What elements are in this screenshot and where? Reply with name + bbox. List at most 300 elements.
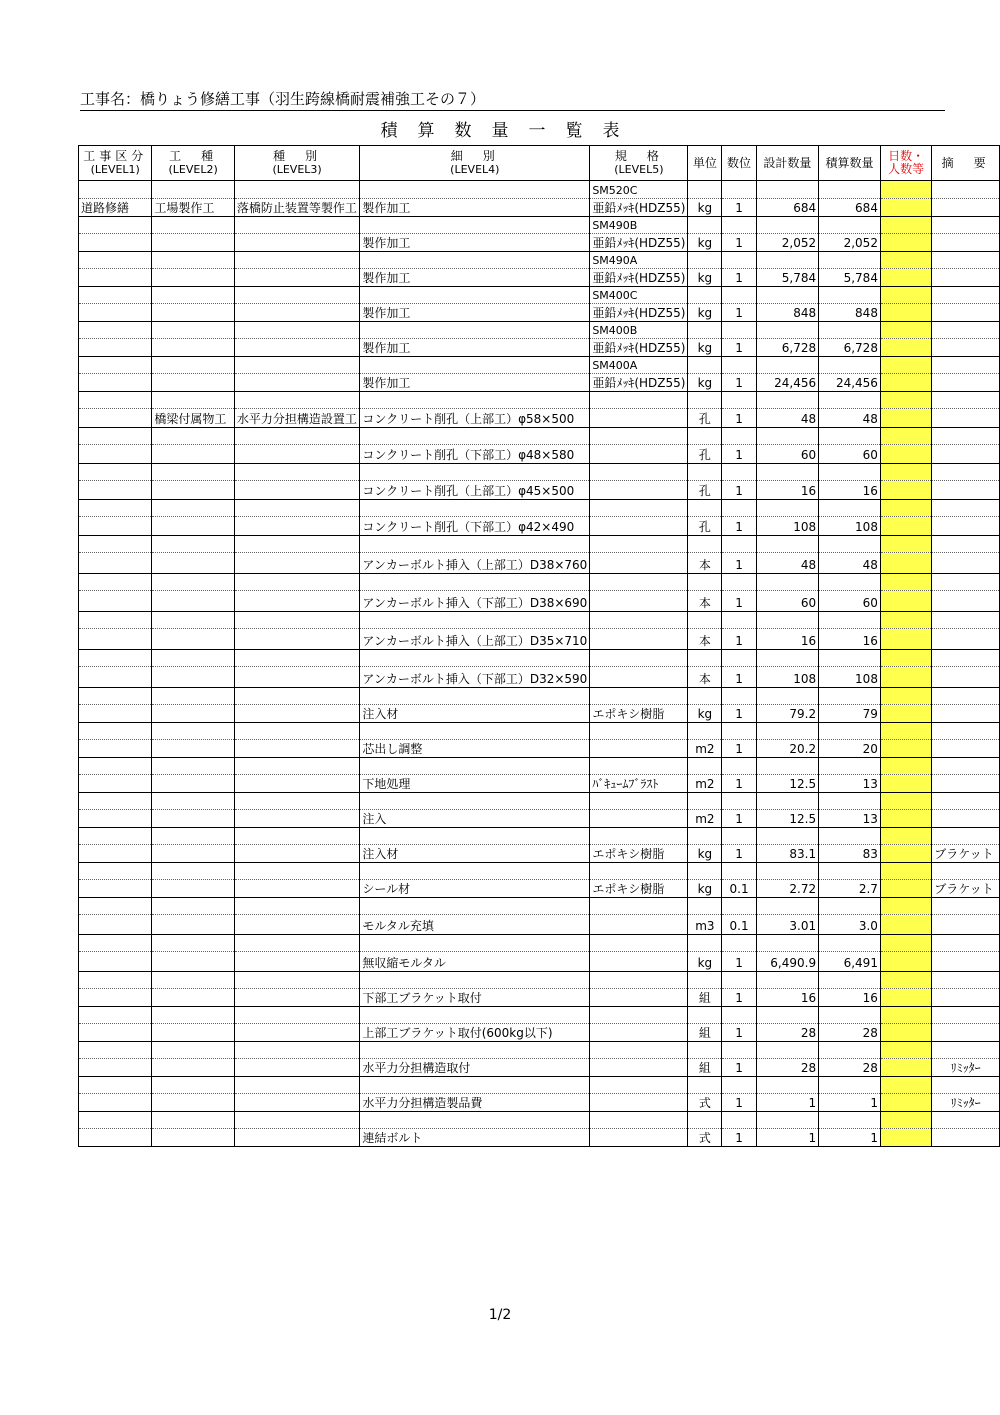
cell-level2 bbox=[152, 1059, 234, 1077]
cell-design-qty: 28 bbox=[756, 1024, 818, 1042]
cell-blank bbox=[688, 322, 722, 339]
cell-est-qty: 108 bbox=[819, 517, 881, 536]
cell-level4: 下地処理 bbox=[360, 775, 590, 793]
cell-blank bbox=[360, 688, 590, 705]
cell-blank bbox=[932, 935, 1000, 952]
table-row bbox=[79, 667, 1000, 688]
cell-blank bbox=[152, 287, 234, 304]
cell-level3 bbox=[234, 952, 359, 972]
cell-blank bbox=[756, 500, 818, 517]
cell-blank bbox=[360, 828, 590, 845]
table-body bbox=[79, 181, 1000, 1147]
cell-level4: コンクリート削孔（下部工）φ42×490 bbox=[360, 517, 590, 536]
cell-blank bbox=[932, 464, 1000, 481]
cell-blank bbox=[234, 723, 359, 740]
cell-design-qty: 108 bbox=[756, 667, 818, 688]
cell-blank bbox=[360, 428, 590, 445]
cell-blank bbox=[756, 972, 818, 989]
table-row-spacer bbox=[79, 723, 1000, 740]
cell-days bbox=[880, 1129, 931, 1147]
cell-blank bbox=[688, 1042, 722, 1059]
table-row-spacer bbox=[79, 536, 1000, 553]
cell-level4: アンカーボルト挿入（上部工）D35×710 bbox=[360, 629, 590, 650]
cell-unit: kg bbox=[688, 234, 722, 252]
cell-blank bbox=[152, 181, 234, 199]
cell-blank bbox=[880, 287, 931, 304]
cell-blank bbox=[722, 1077, 756, 1094]
cell-level4: 水平力分担構造取付 bbox=[360, 1059, 590, 1077]
spec-grade bbox=[590, 1007, 688, 1024]
cell-blank bbox=[234, 1077, 359, 1094]
cell-blank bbox=[152, 1077, 234, 1094]
cell-blank bbox=[234, 181, 359, 199]
cell-count: 1 bbox=[722, 481, 756, 500]
cell-blank bbox=[880, 650, 931, 667]
cell-blank bbox=[819, 1112, 881, 1129]
cell-blank bbox=[932, 1112, 1000, 1129]
cell-blank bbox=[360, 357, 590, 374]
cell-blank bbox=[688, 536, 722, 553]
cell-level4: コンクリート削孔（下部工）φ48×580 bbox=[360, 445, 590, 464]
cell-level4: アンカーボルト挿入（下部工）D32×590 bbox=[360, 667, 590, 688]
cell-blank bbox=[152, 428, 234, 445]
cell-level3 bbox=[234, 845, 359, 863]
table-row-spacer bbox=[79, 1007, 1000, 1024]
cell-unit: kg bbox=[688, 304, 722, 322]
cell-days bbox=[880, 629, 931, 650]
cell-blank bbox=[932, 500, 1000, 517]
cell-unit: 組 bbox=[688, 1059, 722, 1077]
cell-level5: 亜鉛ﾒｯｷ(HDZ55) bbox=[590, 234, 688, 252]
cell-design-qty: 16 bbox=[756, 481, 818, 500]
table-row bbox=[79, 339, 1000, 357]
cell-blank bbox=[688, 758, 722, 775]
cell-blank bbox=[880, 500, 931, 517]
cell-blank bbox=[819, 574, 881, 591]
cell-blank bbox=[152, 392, 234, 409]
cell-blank bbox=[360, 1042, 590, 1059]
cell-design-qty: 108 bbox=[756, 517, 818, 536]
cell-count: 1 bbox=[722, 374, 756, 392]
cell-level3 bbox=[234, 810, 359, 828]
cell-blank bbox=[722, 723, 756, 740]
cell-blank bbox=[722, 612, 756, 629]
page-number: 1/2 bbox=[488, 1307, 512, 1323]
cell-blank bbox=[756, 723, 818, 740]
cell-blank bbox=[880, 1077, 931, 1094]
cell-blank bbox=[819, 972, 881, 989]
cell-blank bbox=[152, 217, 234, 234]
cell-design-qty: 12.5 bbox=[756, 810, 818, 828]
cell-blank bbox=[819, 357, 881, 374]
cell-blank bbox=[79, 935, 152, 952]
quantity-table bbox=[78, 145, 1000, 1147]
cell-unit: 式 bbox=[688, 1094, 722, 1112]
cell-level5 bbox=[590, 591, 688, 612]
cell-blank bbox=[152, 357, 234, 374]
cell-days bbox=[880, 1024, 931, 1042]
cell-blank bbox=[819, 1077, 881, 1094]
cell-level3 bbox=[234, 880, 359, 898]
cell-blank bbox=[880, 217, 931, 234]
table-row-spacer bbox=[79, 612, 1000, 629]
cell-blank bbox=[234, 536, 359, 553]
cell-est-qty: 848 bbox=[819, 304, 881, 322]
cell-unit: kg bbox=[688, 952, 722, 972]
cell-blank bbox=[234, 650, 359, 667]
table-row-spacer bbox=[79, 758, 1000, 775]
cell-design-qty: 2.72 bbox=[756, 880, 818, 898]
cell-blank bbox=[234, 287, 359, 304]
cell-level3 bbox=[234, 667, 359, 688]
cell-blank bbox=[880, 357, 931, 374]
cell-blank bbox=[756, 863, 818, 880]
cell-blank bbox=[234, 500, 359, 517]
cell-level5: 亜鉛ﾒｯｷ(HDZ55) bbox=[590, 269, 688, 287]
cell-blank bbox=[79, 1042, 152, 1059]
cell-level2 bbox=[152, 374, 234, 392]
cell-blank bbox=[152, 972, 234, 989]
cell-level1 bbox=[79, 1094, 152, 1112]
cell-level1 bbox=[79, 445, 152, 464]
cell-days bbox=[880, 667, 931, 688]
cell-level4: 水平力分担構造製品費 bbox=[360, 1094, 590, 1112]
cell-unit: kg bbox=[688, 880, 722, 898]
cell-remarks bbox=[932, 629, 1000, 650]
cell-level4: 下部工ブラケット取付 bbox=[360, 989, 590, 1007]
cell-unit: 組 bbox=[688, 989, 722, 1007]
cell-est-qty: 16 bbox=[819, 989, 881, 1007]
cell-est-qty: 20 bbox=[819, 740, 881, 758]
cell-blank bbox=[722, 793, 756, 810]
cell-level4: モルタル充填 bbox=[360, 915, 590, 935]
cell-blank bbox=[819, 758, 881, 775]
cell-level2 bbox=[152, 740, 234, 758]
cell-blank bbox=[932, 688, 1000, 705]
cell-est-qty: 16 bbox=[819, 629, 881, 650]
cell-remarks: ブラケット bbox=[932, 845, 1000, 863]
cell-days bbox=[880, 374, 931, 392]
cell-level5: エポキシ樹脂 bbox=[590, 705, 688, 723]
table-row-spacer bbox=[79, 1042, 1000, 1059]
cell-blank bbox=[819, 1007, 881, 1024]
cell-blank bbox=[688, 574, 722, 591]
cell-blank bbox=[819, 217, 881, 234]
cell-level1 bbox=[79, 374, 152, 392]
cell-level5 bbox=[590, 1129, 688, 1147]
cell-blank bbox=[756, 428, 818, 445]
cell-blank bbox=[688, 217, 722, 234]
cell-days bbox=[880, 553, 931, 574]
cell-blank bbox=[932, 758, 1000, 775]
cell-level1 bbox=[79, 845, 152, 863]
table-row bbox=[79, 199, 1000, 217]
table-row bbox=[79, 989, 1000, 1007]
cell-level2 bbox=[152, 989, 234, 1007]
cell-blank bbox=[932, 793, 1000, 810]
cell-blank bbox=[688, 181, 722, 199]
cell-blank bbox=[79, 863, 152, 880]
cell-blank bbox=[722, 252, 756, 269]
cell-blank bbox=[932, 574, 1000, 591]
cell-blank bbox=[819, 252, 881, 269]
cell-level4: アンカーボルト挿入（上部工）D38×760 bbox=[360, 553, 590, 574]
cell-blank bbox=[688, 357, 722, 374]
table-row-spacer bbox=[79, 898, 1000, 915]
cell-unit: m2 bbox=[688, 740, 722, 758]
cell-blank bbox=[880, 898, 931, 915]
cell-level1 bbox=[79, 591, 152, 612]
table-row bbox=[79, 553, 1000, 574]
table-row-spacer bbox=[79, 252, 1000, 269]
table-row-spacer bbox=[79, 464, 1000, 481]
spec-grade: SM400A bbox=[590, 357, 688, 374]
cell-design-qty: 60 bbox=[756, 591, 818, 612]
cell-level4: 製作加工 bbox=[360, 374, 590, 392]
cell-remarks bbox=[932, 199, 1000, 217]
cell-blank bbox=[360, 252, 590, 269]
cell-blank bbox=[79, 464, 152, 481]
cell-level1 bbox=[79, 629, 152, 650]
cell-blank bbox=[360, 793, 590, 810]
table-row bbox=[79, 740, 1000, 758]
cell-level3: 水平力分担構造設置工 bbox=[234, 409, 359, 428]
cell-count: 0.1 bbox=[722, 915, 756, 935]
cell-remarks bbox=[932, 304, 1000, 322]
cell-blank bbox=[360, 935, 590, 952]
cell-blank bbox=[79, 688, 152, 705]
header-level4: 細 別 (LEVEL4) bbox=[360, 146, 590, 181]
cell-blank bbox=[360, 612, 590, 629]
cell-level2 bbox=[152, 667, 234, 688]
cell-level5: 亜鉛ﾒｯｷ(HDZ55) bbox=[590, 199, 688, 217]
cell-blank bbox=[722, 935, 756, 952]
cell-level1 bbox=[79, 667, 152, 688]
cell-design-qty: 1 bbox=[756, 1094, 818, 1112]
header-row bbox=[79, 146, 1000, 181]
cell-est-qty: 684 bbox=[819, 199, 881, 217]
spec-grade bbox=[590, 935, 688, 952]
cell-blank bbox=[79, 612, 152, 629]
cell-blank bbox=[360, 322, 590, 339]
cell-level5: ﾊﾞｷｭｰﾑﾌﾞﾗｽﾄ bbox=[590, 775, 688, 793]
cell-count: 1 bbox=[722, 409, 756, 428]
cell-blank bbox=[688, 1007, 722, 1024]
cell-est-qty: 2,052 bbox=[819, 234, 881, 252]
cell-blank bbox=[688, 252, 722, 269]
cell-blank bbox=[152, 536, 234, 553]
cell-blank bbox=[756, 392, 818, 409]
cell-level3 bbox=[234, 1129, 359, 1147]
cell-blank bbox=[360, 650, 590, 667]
cell-remarks bbox=[932, 775, 1000, 793]
spec-grade bbox=[590, 574, 688, 591]
spec-grade bbox=[590, 758, 688, 775]
cell-design-qty: 5,784 bbox=[756, 269, 818, 287]
cell-remarks: ﾘﾐｯﾀｰ bbox=[932, 1059, 1000, 1077]
cell-blank bbox=[688, 688, 722, 705]
cell-level5 bbox=[590, 1094, 688, 1112]
header-count: 数位 bbox=[722, 146, 756, 181]
cell-level2 bbox=[152, 1129, 234, 1147]
cell-unit: kg bbox=[688, 845, 722, 863]
cell-level2 bbox=[152, 952, 234, 972]
cell-blank bbox=[722, 536, 756, 553]
cell-blank bbox=[932, 863, 1000, 880]
cell-blank bbox=[819, 287, 881, 304]
table-row bbox=[79, 445, 1000, 464]
cell-level5: エポキシ樹脂 bbox=[590, 845, 688, 863]
cell-level2 bbox=[152, 915, 234, 935]
cell-blank bbox=[152, 863, 234, 880]
cell-blank bbox=[722, 392, 756, 409]
table-row bbox=[79, 269, 1000, 287]
cell-blank bbox=[722, 464, 756, 481]
cell-blank bbox=[688, 428, 722, 445]
cell-level1 bbox=[79, 880, 152, 898]
cell-level3 bbox=[234, 1024, 359, 1042]
cell-remarks bbox=[932, 810, 1000, 828]
cell-days bbox=[880, 481, 931, 500]
header-level3: 種 別 (LEVEL3) bbox=[234, 146, 359, 181]
cell-est-qty: 28 bbox=[819, 1059, 881, 1077]
cell-blank bbox=[79, 574, 152, 591]
cell-blank bbox=[819, 828, 881, 845]
table-row-spacer bbox=[79, 688, 1000, 705]
cell-remarks bbox=[932, 591, 1000, 612]
cell-blank bbox=[234, 758, 359, 775]
cell-blank bbox=[360, 464, 590, 481]
table-row bbox=[79, 952, 1000, 972]
table-row-spacer bbox=[79, 322, 1000, 339]
cell-blank bbox=[932, 392, 1000, 409]
cell-level5: 亜鉛ﾒｯｷ(HDZ55) bbox=[590, 374, 688, 392]
spec-grade bbox=[590, 500, 688, 517]
cell-level3 bbox=[234, 915, 359, 935]
cell-level3 bbox=[234, 234, 359, 252]
cell-level2 bbox=[152, 705, 234, 723]
cell-blank bbox=[880, 536, 931, 553]
cell-blank bbox=[722, 322, 756, 339]
cell-design-qty: 28 bbox=[756, 1059, 818, 1077]
cell-blank bbox=[756, 181, 818, 199]
table-row-spacer bbox=[79, 357, 1000, 374]
cell-days bbox=[880, 880, 931, 898]
cell-blank bbox=[756, 688, 818, 705]
cell-blank bbox=[722, 1042, 756, 1059]
cell-count: 1 bbox=[722, 553, 756, 574]
cell-level5 bbox=[590, 952, 688, 972]
cell-level3 bbox=[234, 775, 359, 793]
table-row-spacer bbox=[79, 650, 1000, 667]
cell-blank bbox=[722, 500, 756, 517]
cell-blank bbox=[688, 612, 722, 629]
cell-blank bbox=[932, 1007, 1000, 1024]
cell-blank bbox=[819, 464, 881, 481]
header-level2: 工 種 (LEVEL2) bbox=[152, 146, 234, 181]
cell-blank bbox=[819, 793, 881, 810]
cell-unit: kg bbox=[688, 339, 722, 357]
cell-blank bbox=[688, 500, 722, 517]
cell-blank bbox=[234, 1007, 359, 1024]
cell-level4: コンクリート削孔（上部工）φ58×500 bbox=[360, 409, 590, 428]
cell-level3 bbox=[234, 740, 359, 758]
cell-blank bbox=[688, 723, 722, 740]
cell-count: 1 bbox=[722, 339, 756, 357]
table-row-spacer bbox=[79, 972, 1000, 989]
cell-blank bbox=[722, 688, 756, 705]
cell-blank bbox=[360, 723, 590, 740]
cell-blank bbox=[360, 1112, 590, 1129]
cell-days bbox=[880, 445, 931, 464]
cell-blank bbox=[756, 322, 818, 339]
cell-blank bbox=[360, 758, 590, 775]
cell-blank bbox=[819, 863, 881, 880]
cell-blank bbox=[722, 758, 756, 775]
cell-design-qty: 3.01 bbox=[756, 915, 818, 935]
cell-level1 bbox=[79, 1024, 152, 1042]
cell-est-qty: 60 bbox=[819, 591, 881, 612]
cell-blank bbox=[880, 758, 931, 775]
cell-level3 bbox=[234, 591, 359, 612]
table-row bbox=[79, 374, 1000, 392]
cell-count: 1 bbox=[722, 989, 756, 1007]
table-row bbox=[79, 810, 1000, 828]
cell-blank bbox=[79, 181, 152, 199]
table-row bbox=[79, 234, 1000, 252]
cell-level2 bbox=[152, 481, 234, 500]
cell-unit: 式 bbox=[688, 1129, 722, 1147]
cell-blank bbox=[79, 758, 152, 775]
cell-est-qty: 2.7 bbox=[819, 880, 881, 898]
cell-blank bbox=[722, 287, 756, 304]
cell-level5 bbox=[590, 740, 688, 758]
cell-blank bbox=[722, 357, 756, 374]
cell-blank bbox=[688, 1077, 722, 1094]
cell-level2 bbox=[152, 445, 234, 464]
table-row-spacer bbox=[79, 1077, 1000, 1094]
spec-grade bbox=[590, 898, 688, 915]
cell-level1 bbox=[79, 409, 152, 428]
cell-blank bbox=[756, 793, 818, 810]
cell-level3 bbox=[234, 445, 359, 464]
cell-count: 1 bbox=[722, 740, 756, 758]
table-row-spacer bbox=[79, 217, 1000, 234]
cell-unit: 孔 bbox=[688, 517, 722, 536]
cell-blank bbox=[932, 217, 1000, 234]
cell-blank bbox=[234, 252, 359, 269]
header-level1: 工事区分 (LEVEL1) bbox=[79, 146, 152, 181]
cell-blank bbox=[819, 688, 881, 705]
cell-blank bbox=[688, 287, 722, 304]
cell-unit: 本 bbox=[688, 667, 722, 688]
spec-grade bbox=[590, 688, 688, 705]
cell-level1 bbox=[79, 989, 152, 1007]
cell-blank bbox=[819, 392, 881, 409]
cell-level2 bbox=[152, 1094, 234, 1112]
cell-blank bbox=[152, 758, 234, 775]
cell-level5: エポキシ樹脂 bbox=[590, 880, 688, 898]
cell-blank bbox=[932, 181, 1000, 199]
cell-level1 bbox=[79, 553, 152, 574]
cell-blank bbox=[756, 357, 818, 374]
table-row bbox=[79, 481, 1000, 500]
cell-blank bbox=[688, 1112, 722, 1129]
cell-blank bbox=[152, 650, 234, 667]
cell-blank bbox=[79, 1112, 152, 1129]
cell-blank bbox=[152, 898, 234, 915]
cell-blank bbox=[932, 1042, 1000, 1059]
